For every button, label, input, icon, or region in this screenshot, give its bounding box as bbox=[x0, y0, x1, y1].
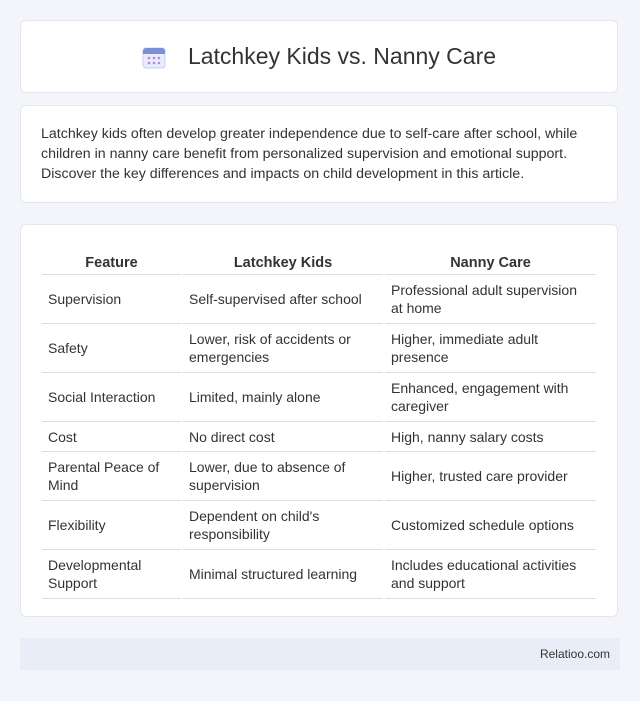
table-header-row bbox=[42, 245, 596, 275]
table-cell: Lower, due to absence of supervision bbox=[183, 452, 383, 501]
table-row bbox=[42, 422, 596, 452]
table-cell: Limited, mainly alone bbox=[183, 373, 383, 422]
table-row bbox=[42, 324, 596, 373]
column-header-latchkey: Latchkey Kids bbox=[183, 245, 383, 275]
table-cell: Safety bbox=[42, 324, 181, 373]
table-row bbox=[42, 275, 596, 324]
column-header-feature: Feature bbox=[42, 245, 181, 275]
table-cell: Customized schedule options bbox=[385, 501, 596, 550]
table-row bbox=[42, 452, 596, 501]
table-cell: Lower, risk of accidents or emergencies bbox=[183, 324, 383, 373]
page-title: Latchkey Kids vs. Nanny Care bbox=[187, 43, 497, 69]
table-cell: Enhanced, engagement with caregiver bbox=[385, 373, 596, 422]
table-cell: Cost bbox=[42, 422, 181, 452]
intro-text: Latchkey kids often develop greater independence due to self-care after school, while children in nanny care benefit from personalized supervision and emotional support. Discover the key differences and impacts on child development in this article. bbox=[41, 126, 578, 182]
column-header-nanny: Nanny Care bbox=[385, 245, 596, 275]
comparison-table bbox=[40, 245, 598, 599]
comparison-table-card bbox=[20, 224, 618, 617]
table-row bbox=[42, 550, 596, 599]
table-row bbox=[42, 373, 596, 422]
table-cell: Social Interaction bbox=[42, 373, 181, 422]
title-card bbox=[20, 20, 618, 93]
table-cell: High, nanny salary costs bbox=[385, 422, 596, 452]
calendar-icon bbox=[142, 45, 166, 69]
table-cell: Flexibility bbox=[42, 501, 181, 550]
table-cell: Self-supervised after school bbox=[183, 275, 383, 324]
table-cell: Includes educational activities and support bbox=[385, 550, 596, 599]
intro-card bbox=[20, 105, 618, 203]
table-cell: Higher, immediate adult presence bbox=[385, 324, 596, 373]
table-cell: Parental Peace of Mind bbox=[42, 452, 181, 501]
table-cell: No direct cost bbox=[183, 422, 383, 452]
footer-brand[interactable]: Relatioo.com bbox=[539, 647, 610, 661]
table-cell: Developmental Support bbox=[42, 550, 181, 599]
table-cell: Dependent on child's responsibility bbox=[183, 501, 383, 550]
table-cell: Higher, trusted care provider bbox=[385, 452, 596, 501]
table-cell: Professional adult supervision at home bbox=[385, 275, 596, 324]
table-row bbox=[42, 501, 596, 550]
table-cell: Minimal structured learning bbox=[183, 550, 383, 599]
footer bbox=[20, 638, 620, 670]
table-cell: Supervision bbox=[42, 275, 181, 324]
